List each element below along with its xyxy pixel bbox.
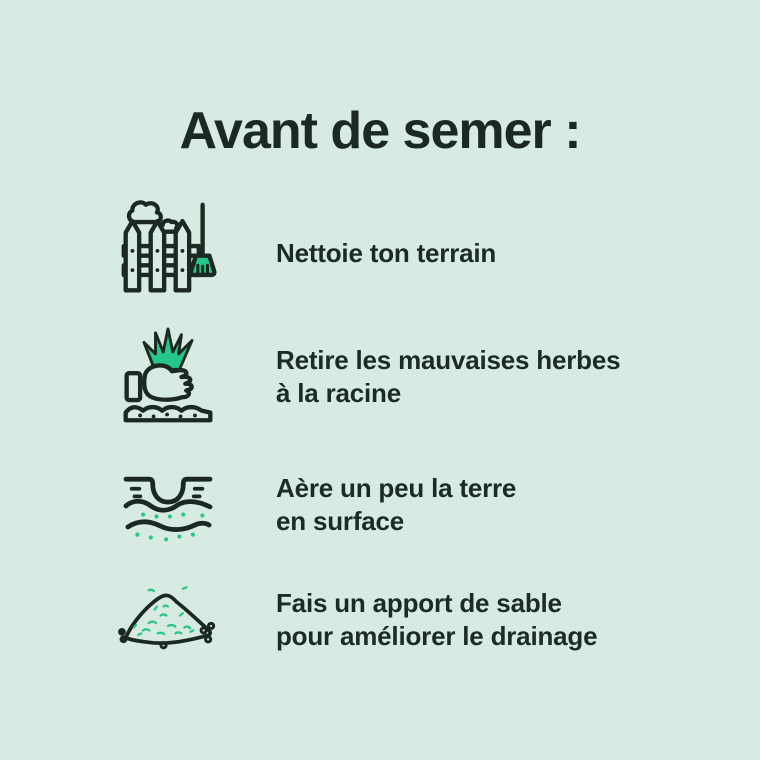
- step-line: Nettoie ton terrain: [276, 237, 497, 268]
- fence-broom-icon: [116, 198, 220, 298]
- step-line: pour améliorer le drainage: [276, 621, 598, 651]
- step-row-add-sand: [116, 578, 710, 662]
- step-text: [276, 472, 516, 538]
- step-row-clean-terrain: [116, 196, 710, 300]
- soil-aeration-icon: [116, 462, 220, 548]
- step-line: Fais un apport de sable: [276, 588, 562, 618]
- step-row-aerate-soil: [116, 462, 710, 548]
- step-line: en surface: [276, 506, 405, 536]
- sand-pile-icon: [116, 577, 220, 663]
- step-line: à la racine: [276, 378, 401, 408]
- step-line: Retire les mauvaises herbes: [276, 345, 621, 375]
- hand-weeding-icon: [116, 327, 220, 427]
- step-text: [276, 237, 496, 270]
- step-text: [276, 587, 597, 653]
- step-line: Aère un peu la terre: [276, 473, 517, 503]
- step-row-remove-weeds: [116, 328, 710, 426]
- step-text: [276, 344, 620, 410]
- page-title: Avant de semer :: [179, 101, 581, 160]
